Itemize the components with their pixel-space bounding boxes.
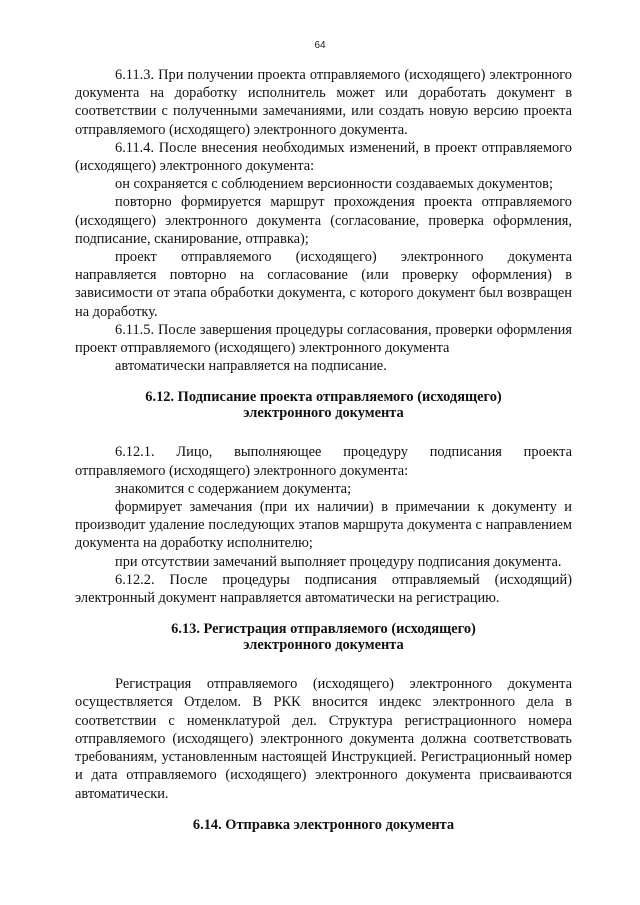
section-heading-6-13-line2: электронного документа xyxy=(243,637,404,654)
list-item-route-reformed: повторно формируется маршрут прохождения проекта отправляемого (исходящего) электронного документа (согласование, проверка оформления, подписание, сканирование, отправка); xyxy=(75,194,572,247)
list-item-review-content: знакомится с содержанием документа; xyxy=(115,480,352,497)
section-heading-6-14 xyxy=(75,817,572,833)
section-heading-6-12-line1: 6.12. Подписание проекта отправляемого (исходящего) xyxy=(145,389,502,406)
section-heading-6-12 xyxy=(75,389,572,421)
section-heading-6-12-line2: электронного документа xyxy=(243,405,404,422)
paragraph-6-11-4: 6.11.4. После внесения необходимых изменений, в проект отправляемого (исходящего) электронного документа: xyxy=(75,139,572,175)
page-number: 64 xyxy=(314,40,326,51)
list-item-versioning: он сохраняется с соблюдением версионности создаваемых документов; xyxy=(115,176,553,193)
paragraph-6-13-registration: Регистрация отправляемого (исходящего) электронного документа осуществляется Отделом. В РКК вносится индекс электронного дела в соответствии с номенклатурой дел. Структура регистрационного номера отправляемого (исходящего) электронного документа должна соответствовать требованиям, установленным настоящей Инструкцией. Регистрационный номер и дата отправляемого (исходящего) электронного документа присваиваются автоматически. xyxy=(75,676,572,802)
page-content xyxy=(75,66,572,833)
paragraph-6-12-1: 6.12.1. Лицо, выполняющее процедуру подписания проекта отправляемого (исходящего) электронного документа: xyxy=(75,444,572,479)
list-item-sign-document: при отсутствии замечаний выполняет процедуру подписания документа. xyxy=(115,553,562,570)
paragraph-6-11-5-continuation: автоматически направляется на подписание. xyxy=(115,358,387,375)
list-item-form-remarks: формирует замечания (при их наличии) в примечании к документу и производит удаление последующих этапов маршрута документа с направлением документа на доработку исполнителю; xyxy=(75,499,572,552)
paragraph-6-11-3: 6.11.3. При получении проекта отправляемого (исходящего) электронного документа на доработку исполнитель может или доработать документ в соответствии с полученными замечаниями, или создать новую версию проекта отправляемого (исходящего) электронного документа. xyxy=(75,67,572,138)
section-heading-6-14-line1: 6.14. Отправка электронного документа xyxy=(192,816,455,833)
paragraph-6-11-5: 6.11.5. После завершения процедуры согласования, проверки оформления проект отправляемого (исходящего) электронного документа xyxy=(75,321,572,357)
section-heading-6-13 xyxy=(75,621,572,653)
paragraph-6-12-2: 6.12.2. После процедуры подписания отправляемый (исходящий) электронный документ направляется автоматически на регистрацию. xyxy=(75,571,572,607)
section-heading-6-13-line1: 6.13. Регистрация отправляемого (исходящего) xyxy=(171,621,476,638)
list-item-resent-approval: проект отправляемого (исходящего) электронного документа направляется повторно на согласование (или проверку оформления) в зависимости от этапа обработки документа, с которого документ был возвращен на доработку. xyxy=(75,249,572,320)
